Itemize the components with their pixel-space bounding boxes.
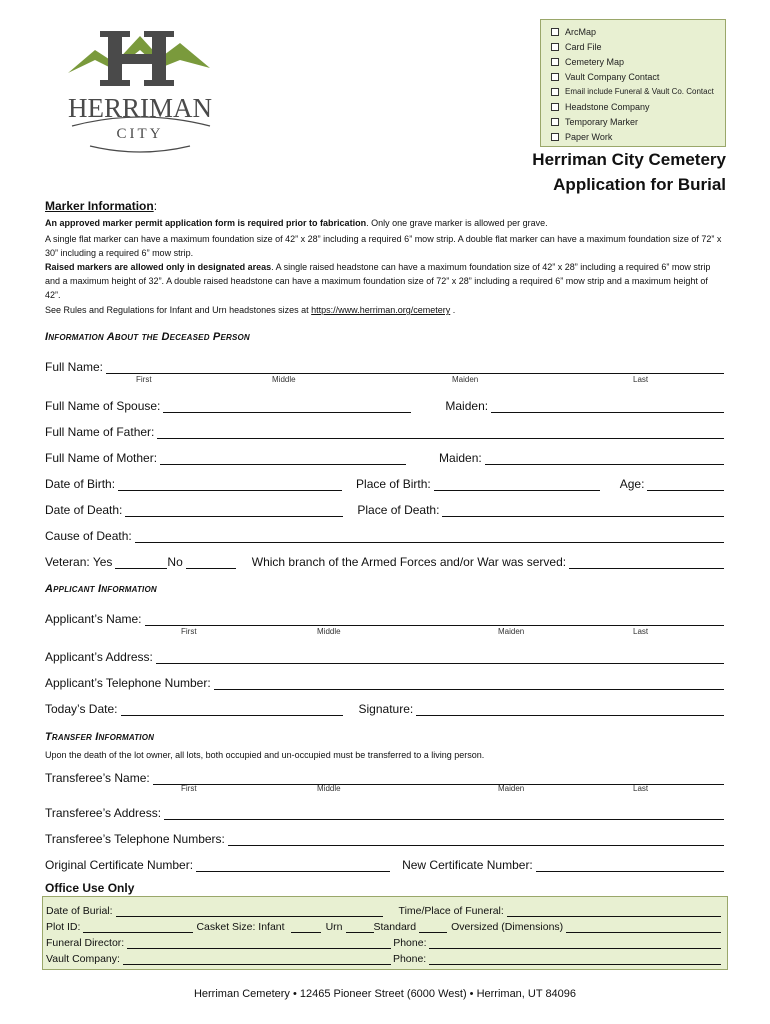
original-certificate-field[interactable]: [196, 858, 390, 872]
checklist-item[interactable]: Vault Company Contact: [551, 69, 725, 84]
checkbox[interactable]: [551, 73, 559, 81]
checklist-item[interactable]: Temporary Marker: [551, 114, 725, 129]
place-of-death-field[interactable]: [442, 503, 724, 517]
time-place-funeral-field[interactable]: [507, 905, 721, 917]
checkbox[interactable]: [551, 28, 559, 36]
funeral-director-phone-field[interactable]: [429, 937, 721, 949]
todays-date-field[interactable]: [121, 702, 343, 716]
transferee-address-field[interactable]: [164, 806, 724, 820]
casket-standard-field[interactable]: [419, 921, 447, 933]
office-vault-row: Vault Company: Phone:: [46, 951, 721, 965]
transferee-phones-row: Transferee’s Telephone Numbers:: [45, 828, 724, 846]
applicant-address-row: Applicant’s Address:: [45, 646, 724, 664]
logo-name-line2: CITY: [116, 126, 164, 142]
transfer-heading: Transfer Information: [45, 731, 155, 743]
form-title-line2: Application for Burial: [553, 175, 726, 194]
spouse-field[interactable]: [163, 399, 411, 413]
casket-oversized-field[interactable]: [566, 921, 721, 933]
applicant-phone-field[interactable]: [214, 676, 724, 690]
transferee-phones-field[interactable]: [228, 832, 724, 846]
applicant-address-field[interactable]: [156, 650, 724, 664]
applicant-date-row: Today’s Date: Signature:: [45, 698, 724, 716]
checkbox[interactable]: [551, 133, 559, 141]
checklist-item[interactable]: Paper Work: [551, 129, 725, 144]
funeral-director-field[interactable]: [127, 937, 391, 949]
checkbox[interactable]: [551, 103, 559, 111]
checklist-item[interactable]: ArcMap: [551, 24, 725, 39]
applicant-name-row: Applicant’s Name:: [45, 608, 724, 626]
date-of-burial-field[interactable]: [116, 905, 383, 917]
checklist-item[interactable]: Card File: [551, 39, 725, 54]
herriman-city-logo: [60, 28, 220, 153]
death-row: Date of Death: Place of Death:: [45, 499, 724, 517]
marker-paragraph-3: Raised markers are allowed only in designated areas. A single raised headstone can have a maximum foundation size of 42” x 28” including a required 6” mow strip and a maximum height of 32”. A double raised headstone can have a maximum foundation size of 72” x 28” including a required 6” mow strip and a maximum height of 42”.: [45, 262, 711, 300]
marker-heading: Marker Information:: [45, 199, 158, 213]
place-of-birth-field[interactable]: [434, 477, 600, 491]
mother-maiden-field[interactable]: [485, 451, 724, 465]
cemetery-link[interactable]: https://www.herriman.org/cemetery: [311, 305, 451, 315]
father-field[interactable]: [157, 425, 724, 439]
casket-infant-field[interactable]: [291, 921, 321, 933]
transferee-name-row: Transferee’s Name:: [45, 767, 724, 785]
vault-company-phone-field[interactable]: [429, 953, 721, 965]
date-of-birth-field[interactable]: [118, 477, 342, 491]
applicant-name-field[interactable]: [145, 612, 725, 626]
office-director-row: Funeral Director: Phone:: [46, 935, 721, 949]
deceased-heading: Information About the Deceased Person: [45, 331, 250, 343]
marker-paragraph-4: See Rules and Regulations for Infant and Urn headstones sizes at https://www.herriman.org/cemetery .: [45, 305, 456, 315]
signature-field[interactable]: [416, 702, 724, 716]
checkbox[interactable]: [551, 118, 559, 126]
veteran-yes-field[interactable]: [115, 555, 167, 569]
spouse-row: Full Name of Spouse: Maiden:: [45, 395, 724, 413]
deceased-full-name-field[interactable]: [106, 360, 724, 374]
transferee-name-field[interactable]: [153, 771, 724, 785]
marker-paragraph-2: A single flat marker can have a maximum foundation size of 42” x 28” including a required 6” mow strip. A double flat marker can have a maximum foundation size of 72” x 30” including a required 6” mow strip.: [45, 234, 722, 258]
office-plot-row: Plot ID: Casket Size: Infant Urn Standard Oversized (Dimensions): [46, 919, 721, 933]
office-burial-row: Date of Burial: Time/Place of Funeral:: [46, 903, 721, 917]
office-checklist-panel: [540, 19, 726, 147]
spouse-maiden-field[interactable]: [491, 399, 724, 413]
deceased-full-name-row: Full Name:: [45, 356, 724, 374]
applicant-heading: Applicant Information: [45, 583, 157, 595]
plot-id-field[interactable]: [83, 921, 193, 933]
vault-company-field[interactable]: [123, 953, 391, 965]
armed-forces-branch-field[interactable]: [569, 555, 724, 569]
mother-field[interactable]: [160, 451, 406, 465]
checklist-item[interactable]: Headstone Company: [551, 99, 725, 114]
date-of-death-field[interactable]: [125, 503, 343, 517]
transfer-note: Upon the death of the lot owner, all lots, both occupied and un-occupied must be transferred to a living person.: [45, 750, 485, 760]
cause-row: Cause of Death:: [45, 525, 724, 543]
cause-of-death-field[interactable]: [135, 529, 724, 543]
veteran-row: Veteran: Yes No Which branch of the Armed Forces and/or War was served:: [45, 551, 724, 569]
form-title-line1: Herriman City Cemetery: [532, 150, 726, 169]
applicant-phone-row: Applicant’s Telephone Number:: [45, 672, 724, 690]
new-certificate-field[interactable]: [536, 858, 724, 872]
age-field[interactable]: [647, 477, 724, 491]
footer-address: Herriman Cemetery • 12465 Pioneer Street (6000 West) • Herriman, UT 84096: [193, 988, 577, 1000]
checklist-item[interactable]: Email include Funeral & Vault Co. Contact: [551, 84, 725, 99]
checkbox[interactable]: [551, 58, 559, 66]
father-row: Full Name of Father:: [45, 421, 724, 439]
certificate-row: Original Certificate Number: New Certificate Number:: [45, 854, 724, 872]
office-use-box: [42, 896, 728, 970]
office-use-heading: Office Use Only: [45, 881, 135, 895]
checklist-item[interactable]: Cemetery Map: [551, 54, 725, 69]
logo-name-line1: HERRIMAN: [67, 93, 212, 123]
checkbox[interactable]: [551, 43, 559, 51]
marker-paragraph-1: An approved marker permit application form is required prior to fabrication. Only one grave marker is allowed per grave.: [45, 218, 548, 228]
birth-row: Date of Birth: Place of Birth: Age:: [45, 473, 724, 491]
casket-urn-field[interactable]: [346, 921, 374, 933]
transferee-address-row: Transferee’s Address:: [45, 802, 724, 820]
checkbox[interactable]: [551, 88, 559, 96]
mother-row: Full Name of Mother: Maiden:: [45, 447, 724, 465]
veteran-no-field[interactable]: [186, 555, 236, 569]
